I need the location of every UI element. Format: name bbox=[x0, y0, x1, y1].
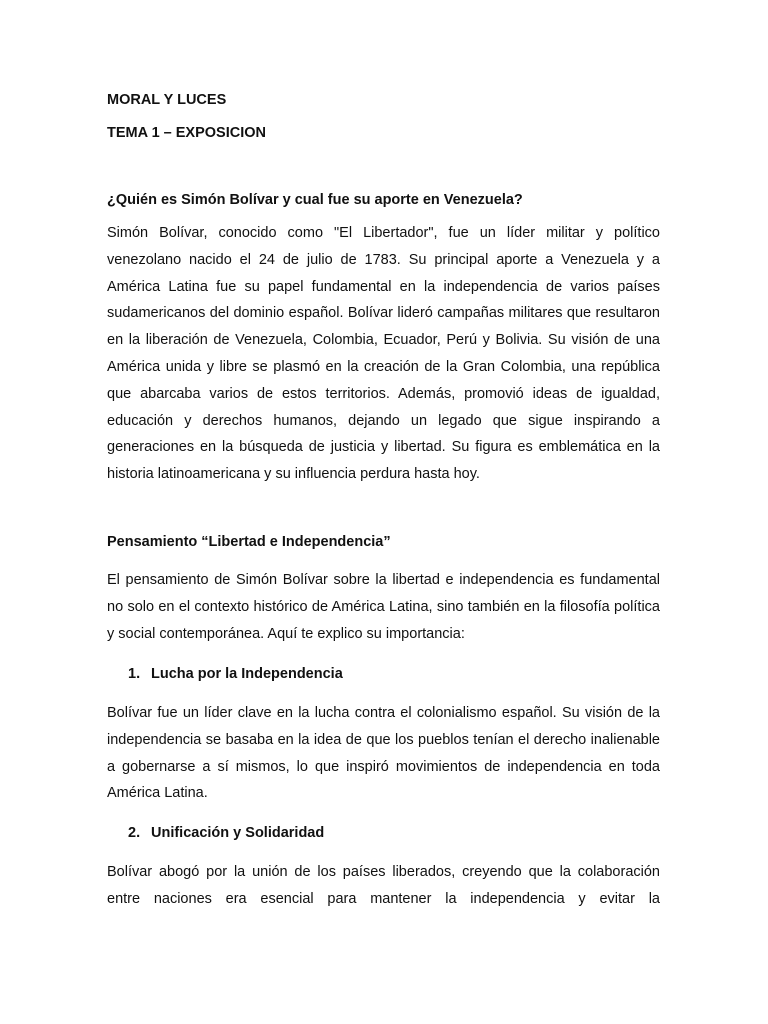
list-item-title: Unificación y Solidaridad bbox=[151, 825, 325, 841]
list-item-heading-independencia bbox=[128, 665, 343, 683]
list-item-number: 1. bbox=[128, 666, 141, 682]
list-item-title: Lucha por la Independencia bbox=[151, 666, 343, 682]
paragraph-bolivar-biography: Simón Bolívar, conocido como "El Libertador", fue un líder militar y político venezolano nacido el 24 de julio de 1783. Su principal aporte a Venezuela y a América Latina fue su papel fundamental en la independencia de varios países sudamericanos del dominio español. Bolívar lideró campañas militares que resultaron en la liberación de Venezuela, Colombia, Ecuador, Perú y Bolivia. Su visión de una América unida y libre se plasmó en la creación de la Gran Colombia, una república que abarcaba varios de estos territorios. Además, promovió ideas de igualdad, educación y derechos humanos, dejando un legado que sigue inspirando a generaciones en la búsqueda de justicia y libertad. Su figura es emblemática en la historia latinoamericana y su influencia perdura hasta hoy. bbox=[107, 225, 660, 483]
document-subtitle: TEMA 1 – EXPOSICION bbox=[107, 125, 266, 141]
paragraph-lucha-independencia: Bolívar fue un líder clave en la lucha contra el colonialismo español. Su visión de la independencia se basaba en la idea de que los pueblos tenían el derecho inalienable a gobernarse a sí mismos, lo que inspiró movimientos de independencia en toda América Latina. bbox=[107, 705, 660, 802]
section-heading-pensamiento: Pensamiento “Libertad e Independencia” bbox=[107, 534, 391, 550]
document-title: MORAL Y LUCES bbox=[107, 92, 227, 108]
section-heading-bolivar: ¿Quién es Simón Bolívar y cual fue su aporte en Venezuela? bbox=[107, 192, 523, 208]
list-item-number: 2. bbox=[128, 825, 141, 841]
paragraph-unificacion: Bolívar abogó por la unión de los países liberados, creyendo que la colaboración entre naciones era esencial para mantener la independencia y evitar la bbox=[107, 864, 660, 907]
list-item-heading-unificacion bbox=[128, 824, 324, 842]
paragraph-pensamiento-intro: El pensamiento de Simón Bolívar sobre la libertad e independencia es fundamental no solo en el contexto histórico de América Latina, sino también en la filosofía política y social contemporánea. Aquí te explico su importancia: bbox=[107, 572, 660, 642]
